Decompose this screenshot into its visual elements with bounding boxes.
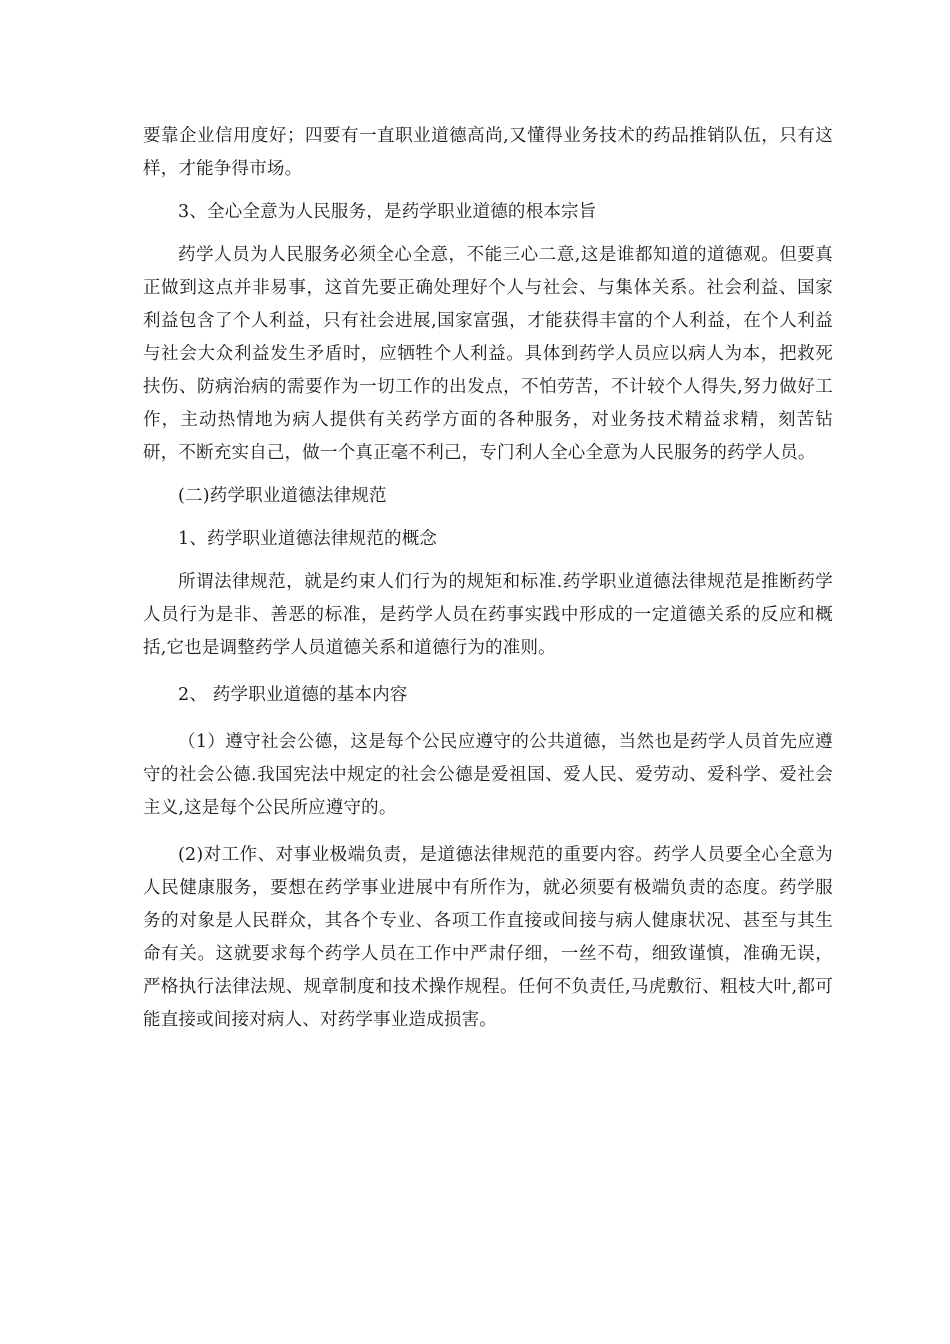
paragraph-responsibility: (2)对工作、对事业极端负责，是道德法律规范的重要内容。药学人员要全心全意为人民健康服务，要想在药学事业进展中有所作为，就必须要有极端负责的态度。药学服务的对象是人民群众，其各个专业、各项工作直接或间接与病人健康状况、甚至与其生命有关。这就要求每个药学人员在工作中严肃仔细，一丝不苟，细致谨慎，准确无误，严格执行法律法规、规章制度和技术操作规程。任何不负责任,马虎敷衍、粗枝大叶,都可能直接或间接对病人、对药学事业造成损害。: [143, 845, 833, 1030]
paragraph-social-morality: （1）遵守社会公德，这是每个公民应遵守的公共道德，当然也是药学人员首先应遵守的社会公德.我国宪法中规定的社会公德是爱祖国、爱人民、爱劳动、爱科学、爱社会主义,这是每个公民所应遵守的。: [143, 732, 833, 818]
heading-concept: 1、药学职业道德法律规范的概念: [178, 529, 438, 549]
heading-service-purpose: 3、全心全意为人民服务，是药学职业道德的根本宗旨: [178, 202, 597, 222]
document-page: [143, 120, 833, 1037]
paragraph-concept: 所谓法律规范，就是约束人们行为的规矩和标准.药学职业道德法律规范是推断药学人员行为是非、善恶的标准，是药学人员在药事实践中形成的一定道德关系的反应和概括,它也是调整药学人员道德关系和道德行为的准则。: [143, 572, 833, 658]
paragraph-service: 药学人员为人民服务必须全心全意，不能三心二意,这是谁都知道的道德观。但要真正做到这点并非易事，这首先要正确处理好个人与社会、与集体关系。社会利益、国家利益包含了个人利益，只有社会进展,国家富强，才能获得丰富的个人利益，在个人利益与社会大众利益发生矛盾时，应牺牲个人利益。具体到药学人员应以病人为本，把救死扶伤、防病治病的需要作为一切工作的出发点，不怕劳苦，不计较个人得失,努力做好工作，主动热情地为病人提供有关药学方面的各种服务，对业务技术精益求精，刻苦钻研，不断充实自己，做一个真正毫不利己，专门利人全心全意为人民服务的药学人员。: [143, 245, 833, 463]
heading-basic-content: 2、 药学职业道德的基本内容: [178, 685, 408, 705]
section-heading-legal-norms: (二)药学职业道德法律规范: [178, 486, 387, 506]
paragraph-continuation: 要靠企业信用度好；四要有一直职业道德高尚,又懂得业务技术的药品推销队伍，只有这样，才能争得市场。: [143, 126, 833, 179]
